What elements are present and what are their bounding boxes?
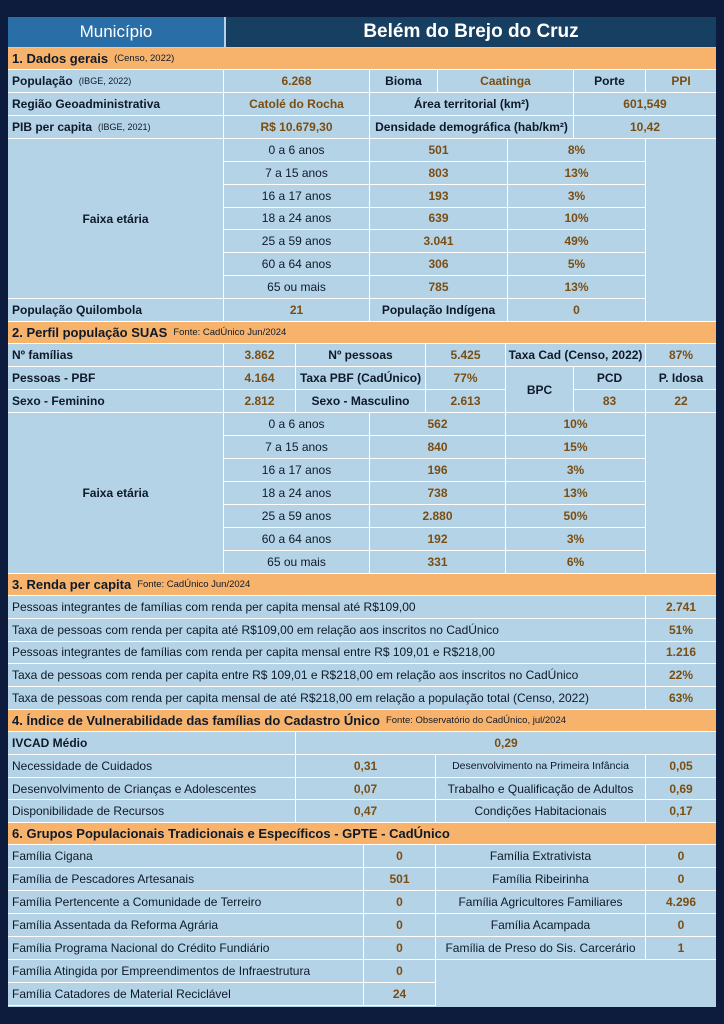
gpte-label: Família Ribeirinha [436,868,646,891]
bpc-label: BPC [506,367,574,413]
ivcad-dim-label: Disponibilidade de Recursos [8,800,296,823]
masc-value: 2.613 [426,390,506,413]
age-percent: 10% [508,208,646,231]
renda-label: Taxa de pessoas com renda per capita entre R$ 109,01 e R$218,00 em relação aos inscritos no CadÚnico [8,664,646,687]
section-1-title: 1. Dados gerais (Censo, 2022) [8,48,716,70]
gpte-label: Família de Preso do Sis. Carcerário [436,937,646,960]
area-value: 601,549 [574,93,716,116]
section-6-title: 6. Grupos Populacionais Tradicionais e Específicos - GPTE - CadÚnico [8,823,716,845]
gpte-label: Família Catadores de Material Reciclável [8,983,364,1006]
pessoas-value: 5.425 [426,344,506,367]
table-row [8,687,716,710]
age-count: 331 [370,551,506,574]
table-row [8,642,716,665]
age-percent: 15% [506,436,646,459]
table-row [8,845,716,868]
masc-label: Sexo - Masculino [296,390,426,413]
age-range: 65 ou mais [224,551,370,574]
taxapbf-label: Taxa PBF (CadÚnico) [296,367,426,390]
indigena-value: 0 [508,299,646,322]
table-row [8,185,716,208]
table-row [8,528,716,551]
age-range: 18 a 24 anos [224,482,370,505]
age-range: 65 ou mais [224,276,370,299]
ivcad-dim-label: Trabalho e Qualificação de Adultos [436,778,646,801]
section-2-title: 2. Perfil população SUAS Fonte: CadÚnico Jun/2024 [8,322,716,344]
age-range: 25 a 59 anos [224,230,370,253]
renda-value: 2.741 [646,596,716,619]
gpte-label: Família Cigana [8,845,364,868]
ivcad-dim-value: 0,07 [296,778,436,801]
familias-label: Nº famílias [8,344,224,367]
gpte-label: Família Programa Nacional do Crédito Fundiário [8,937,364,960]
age-count: 3.041 [370,230,508,253]
renda-value: 22% [646,664,716,687]
gpte-value: 0 [364,891,436,914]
municipio-label: Município [8,17,224,47]
gpte-label: Família Agricultores Familiares [436,891,646,914]
pib-label: PIB per capita (IBGE, 2021) [8,116,224,139]
age-range: 25 a 59 anos [224,505,370,528]
pidosa-value: 22 [646,390,716,413]
gpte-value: 0 [364,937,436,960]
gpte-value: 24 [364,983,436,1006]
ivcad-dim-value: 0,17 [646,800,716,823]
age-range: 16 a 17 anos [224,459,370,482]
taxacad-value: 87% [646,344,716,367]
ivcad-dim-value: 0,69 [646,778,716,801]
renda-value: 1.216 [646,642,716,665]
age-count: 306 [370,253,508,276]
data-sheet [8,17,716,1007]
table-row [8,960,716,983]
faixa-etaria-label-1: Faixa etária [8,139,224,299]
table-row [8,551,716,574]
gpte-value: 0 [364,914,436,937]
pcd-label: PCD [574,367,646,390]
taxacad-label: Taxa Cad (Censo, 2022) [506,344,646,367]
age-percent: 49% [508,230,646,253]
age-count: 2.880 [370,505,506,528]
densidade-label: Densidade demográfica (hab/km²) [370,116,574,139]
indigena-label: População Indígena [370,299,508,322]
porte-label: Porte [574,70,646,93]
renda-label: Pessoas integrantes de famílias com renda per capita mensal até R$109,00 [8,596,646,619]
table-row [8,664,716,687]
regiao-value: Catolé do Rocha [224,93,370,116]
renda-label: Taxa de pessoas com renda per capita até R$109,00 em relação aos inscritos no CadÚnico [8,619,646,642]
area-label: Área territorial (km²) [370,93,574,116]
renda-value: 51% [646,619,716,642]
gpte-value: 4.296 [646,891,716,914]
populacao-value: 6.268 [224,70,370,93]
table-row [8,983,716,1006]
gpte-value: 0 [364,960,436,983]
gpte-value: 0 [646,868,716,891]
porte-value: PPI [646,70,716,93]
quilombola-label: População Quilombola [8,299,224,322]
gpte-value: 0 [364,845,436,868]
table-row [8,413,716,436]
age-percent: 6% [506,551,646,574]
age-count: 192 [370,528,506,551]
table-row [8,914,716,937]
ivcad-dim-label: Desenvolvimento de Crianças e Adolescentes [8,778,296,801]
fem-value: 2.812 [224,390,296,413]
fem-label: Sexo - Feminino [8,390,224,413]
table-row [8,596,716,619]
age-range: 0 a 6 anos [224,413,370,436]
pidosa-label: P. Idosa [646,367,716,390]
bioma-value: Caatinga [438,70,574,93]
age-count: 639 [370,208,508,231]
taxapbf-value: 77% [426,367,506,390]
renda-value: 63% [646,687,716,710]
pbf-label: Pessoas - PBF [8,367,224,390]
gpte-value: 1 [646,937,716,960]
regiao-label: Região Geoadministrativa [8,93,224,116]
age-count: 803 [370,162,508,185]
municipio-name: Belém do Brejo do Cruz [226,17,716,47]
pessoas-label: Nº pessoas [296,344,426,367]
age-percent: 5% [508,253,646,276]
age-range: 16 a 17 anos [224,185,370,208]
densidade-value: 10,42 [574,116,716,139]
age-count: 193 [370,185,508,208]
age-count: 501 [370,139,508,162]
age-percent: 13% [506,482,646,505]
gpte-label: Família Assentada da Reforma Agrária [8,914,364,937]
table-row [8,482,716,505]
pib-value: R$ 10.679,30 [224,116,370,139]
table-row [8,162,716,185]
age-count: 562 [370,413,506,436]
age-percent: 13% [508,276,646,299]
table-row [8,619,716,642]
gpte-value: 0 [646,845,716,868]
table-row [8,276,716,299]
table-row [8,755,716,778]
gpte-value: 501 [364,868,436,891]
gpte-value: 0 [646,914,716,937]
age-range: 60 a 64 anos [224,253,370,276]
age-count: 840 [370,436,506,459]
age-percent: 8% [508,139,646,162]
quilombola-value: 21 [224,299,370,322]
table-row [8,778,716,801]
age-percent: 10% [506,413,646,436]
faixa-etaria-label-2: Faixa etária [8,413,224,574]
renda-label: Taxa de pessoas com renda per capita mensal de até R$218,00 em relação a população total (Censo, 2022) [8,687,646,710]
ivcad-value: 0,29 [296,732,716,755]
bioma-label: Bioma [370,70,438,93]
ivcad-dim-value: 0,47 [296,800,436,823]
gpte-label: Família Acampada [436,914,646,937]
populacao-label: População (IBGE, 2022) [8,70,224,93]
age-count: 738 [370,482,506,505]
table-row [8,139,716,162]
gpte-label: Família Atingida por Empreendimentos de Infraestrutura [8,960,364,983]
ivcad-dim-label: Condições Habitacionais [436,800,646,823]
table-row [8,937,716,960]
age-range: 18 a 24 anos [224,208,370,231]
age-range: 0 a 6 anos [224,139,370,162]
age-percent: 3% [508,185,646,208]
age-range: 7 a 15 anos [224,436,370,459]
age-count: 196 [370,459,506,482]
renda-label: Pessoas integrantes de famílias com renda per capita mensal entre R$ 109,01 e R$218,00 [8,642,646,665]
gpte-label: Família de Pescadores Artesanais [8,868,364,891]
gpte-label: Família Pertencente a Comunidade de Terreiro [8,891,364,914]
age-range: 7 a 15 anos [224,162,370,185]
table-row [8,253,716,276]
age-percent: 3% [506,528,646,551]
pbf-value: 4.164 [224,367,296,390]
table-row [8,230,716,253]
familias-value: 3.862 [224,344,296,367]
pcd-value: 83 [574,390,646,413]
ivcad-label: IVCAD Médio [8,732,296,755]
table-row [8,868,716,891]
age-range: 60 a 64 anos [224,528,370,551]
gpte-label: Família Extrativista [436,845,646,868]
age-percent: 50% [506,505,646,528]
age-count: 785 [370,276,508,299]
section-3-title: 3. Renda per capita Fonte: CadÚnico Jun/2024 [8,574,716,596]
table-row [8,208,716,231]
ivcad-dim-label: Desenvolvimento na Primeira Infância [436,755,646,778]
ivcad-dim-value: 0,05 [646,755,716,778]
age-percent: 13% [508,162,646,185]
section-4-title: 4. Índice de Vulnerabilidade das famílias do Cadastro Único Fonte: Observatório do CadÚnico, jul/2024 [8,710,716,732]
table-row [8,800,716,823]
table-row [8,505,716,528]
age-percent: 3% [506,459,646,482]
table-row [8,436,716,459]
ivcad-dim-value: 0,31 [296,755,436,778]
table-row [8,459,716,482]
table-row [8,891,716,914]
ivcad-dim-label: Necessidade de Cuidados [8,755,296,778]
